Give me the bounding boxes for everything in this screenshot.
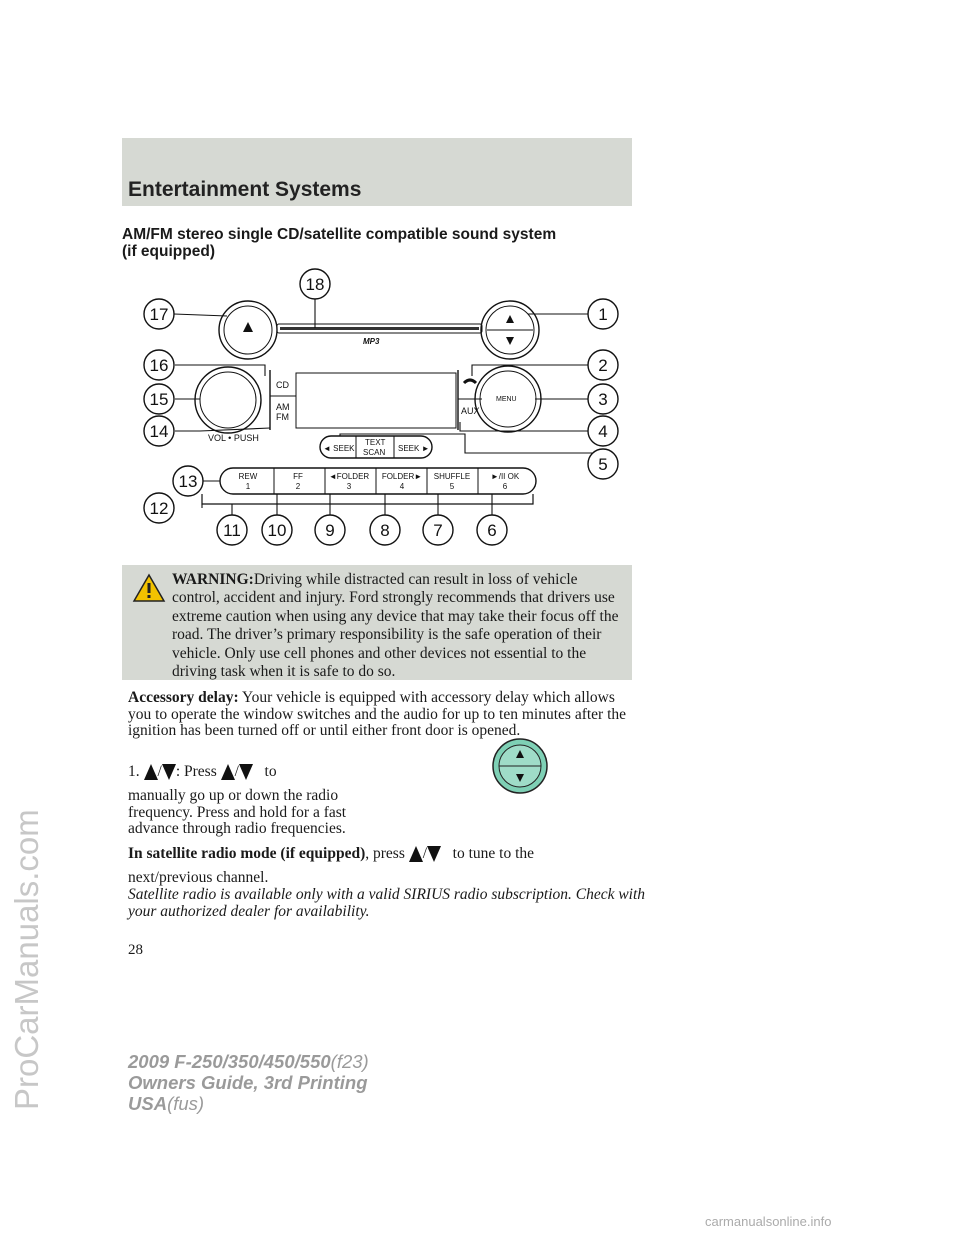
aux-label: AUX bbox=[461, 406, 480, 416]
preset-1-num: 1 bbox=[245, 482, 251, 491]
preset-2-num: 2 bbox=[295, 482, 301, 491]
item1-press: : Press bbox=[175, 763, 217, 780]
callout-4: 4 bbox=[598, 422, 608, 441]
callout-1: 1 bbox=[598, 305, 608, 324]
warning-text bbox=[130, 571, 625, 681]
callout-9: 9 bbox=[325, 521, 335, 540]
footer-region: USA bbox=[128, 1093, 168, 1114]
up-arrow-icon bbox=[409, 846, 423, 862]
accessory-label: Accessory delay: bbox=[128, 689, 239, 706]
satellite-next: next/previous channel. bbox=[128, 869, 269, 886]
cd-label: CD bbox=[276, 380, 289, 390]
item1-slash: / bbox=[157, 763, 162, 780]
item1-description: manually go up or down the radio frequency. Press and hold for a fast advance through radio frequencies. bbox=[128, 787, 347, 837]
accessory-paragraph bbox=[128, 690, 633, 740]
seek-right-label: SEEK ► bbox=[398, 444, 430, 453]
callout-6: 6 bbox=[487, 521, 497, 540]
warning-label: WARNING: bbox=[172, 571, 254, 588]
subtitle-line-2: (if equipped) bbox=[122, 243, 215, 260]
satellite-line bbox=[128, 846, 633, 863]
fm-label: FM bbox=[276, 412, 289, 422]
side-watermark: ProCarManuals.com bbox=[8, 809, 45, 1110]
mp3-label: MP3 bbox=[363, 337, 380, 346]
satellite-note: Satellite radio is available only with a valid SIRIUS radio subscription. Check with your authorized dealer for availability. bbox=[128, 886, 646, 920]
footer-guide: Owners Guide, 3rd Printing bbox=[128, 1072, 368, 1093]
footer bbox=[128, 1051, 369, 1114]
callout-8: 8 bbox=[380, 521, 390, 540]
seek-left-label: ◄ SEEK bbox=[323, 444, 355, 453]
preset-3-num: 3 bbox=[346, 482, 352, 491]
radio-diagram bbox=[130, 262, 630, 554]
footer-brand: carmanualsonline.info bbox=[705, 1214, 832, 1229]
up-arrow-icon bbox=[221, 764, 235, 780]
callout-15: 15 bbox=[149, 390, 169, 409]
preset-3-top: ◄FOLDER bbox=[328, 472, 370, 481]
footer-model: 2009 F-250/350/450/550 bbox=[128, 1051, 331, 1072]
preset-4-top: FOLDER► bbox=[381, 472, 423, 481]
preset-5-top: SHUFFLE bbox=[433, 472, 471, 481]
satellite-slash: / bbox=[422, 845, 428, 862]
callout-2: 2 bbox=[598, 356, 608, 375]
satellite-press: , press bbox=[365, 845, 405, 862]
up-arrow-icon bbox=[144, 764, 158, 780]
footer-code: (f23) bbox=[330, 1051, 369, 1072]
menu-label: MENU bbox=[496, 396, 517, 403]
callout-10: 10 bbox=[267, 521, 287, 540]
callout-13: 13 bbox=[178, 472, 198, 491]
seek-knob-figure bbox=[491, 735, 549, 797]
callout-5: 5 bbox=[598, 455, 608, 474]
preset-2-top: FF bbox=[293, 472, 303, 481]
scan-label: SCAN bbox=[363, 448, 386, 457]
down-arrow-icon bbox=[162, 764, 176, 780]
preset-4-num: 4 bbox=[399, 482, 405, 491]
down-arrow-icon bbox=[427, 846, 441, 862]
preset-1-top: REW bbox=[238, 472, 258, 481]
callout-3: 3 bbox=[598, 390, 608, 409]
subtitle-line-1: AM/FM stereo single CD/satellite compatible sound system bbox=[122, 226, 557, 243]
preset-6-top: ►/II OK bbox=[490, 472, 520, 481]
section-title: Entertainment Systems bbox=[128, 178, 362, 201]
callout-18: 18 bbox=[305, 275, 325, 294]
callout-11: 11 bbox=[223, 521, 241, 540]
page-subtitle bbox=[122, 226, 642, 260]
page-number: 28 bbox=[128, 942, 143, 958]
item1-number: 1. bbox=[128, 763, 140, 780]
accessory-text: Your vehicle is equipped with accessory delay which allows you to operate the window switches and the audio for up to ten minutes after the ignition has been turned off or until either front door is opened. bbox=[128, 689, 627, 739]
callout-16: 16 bbox=[149, 356, 169, 375]
item1-slash-2: / bbox=[234, 763, 239, 780]
vol-push-label: VOL • PUSH bbox=[208, 433, 259, 443]
down-arrow-icon bbox=[239, 764, 253, 780]
preset-5-num: 5 bbox=[449, 482, 455, 491]
callout-14: 14 bbox=[149, 422, 169, 441]
callout-12: 12 bbox=[149, 499, 169, 518]
callout-7: 7 bbox=[433, 521, 443, 540]
am-label: AM bbox=[276, 402, 290, 412]
item1-line bbox=[128, 764, 458, 781]
item1-to: to bbox=[264, 763, 277, 780]
text-label: TEXT bbox=[365, 438, 386, 447]
preset-6-num: 6 bbox=[502, 482, 508, 491]
footer-region-code: (fus) bbox=[167, 1093, 205, 1114]
satellite-label: In satellite radio mode (if equipped) bbox=[128, 845, 366, 862]
warning-body: Driving while distracted can result in loss of vehicle control, accident and injury. Ford strongly recommends that drivers use extreme caution when using any device that may take their focus off the road. The driver’s primary responsibility is the safe operation of their vehicle. Only use cell phones and other devices not essential to the driving task when it is safe to do so. bbox=[172, 571, 619, 681]
callout-17: 17 bbox=[149, 305, 169, 324]
satellite-tail: to tune to the bbox=[452, 845, 535, 862]
